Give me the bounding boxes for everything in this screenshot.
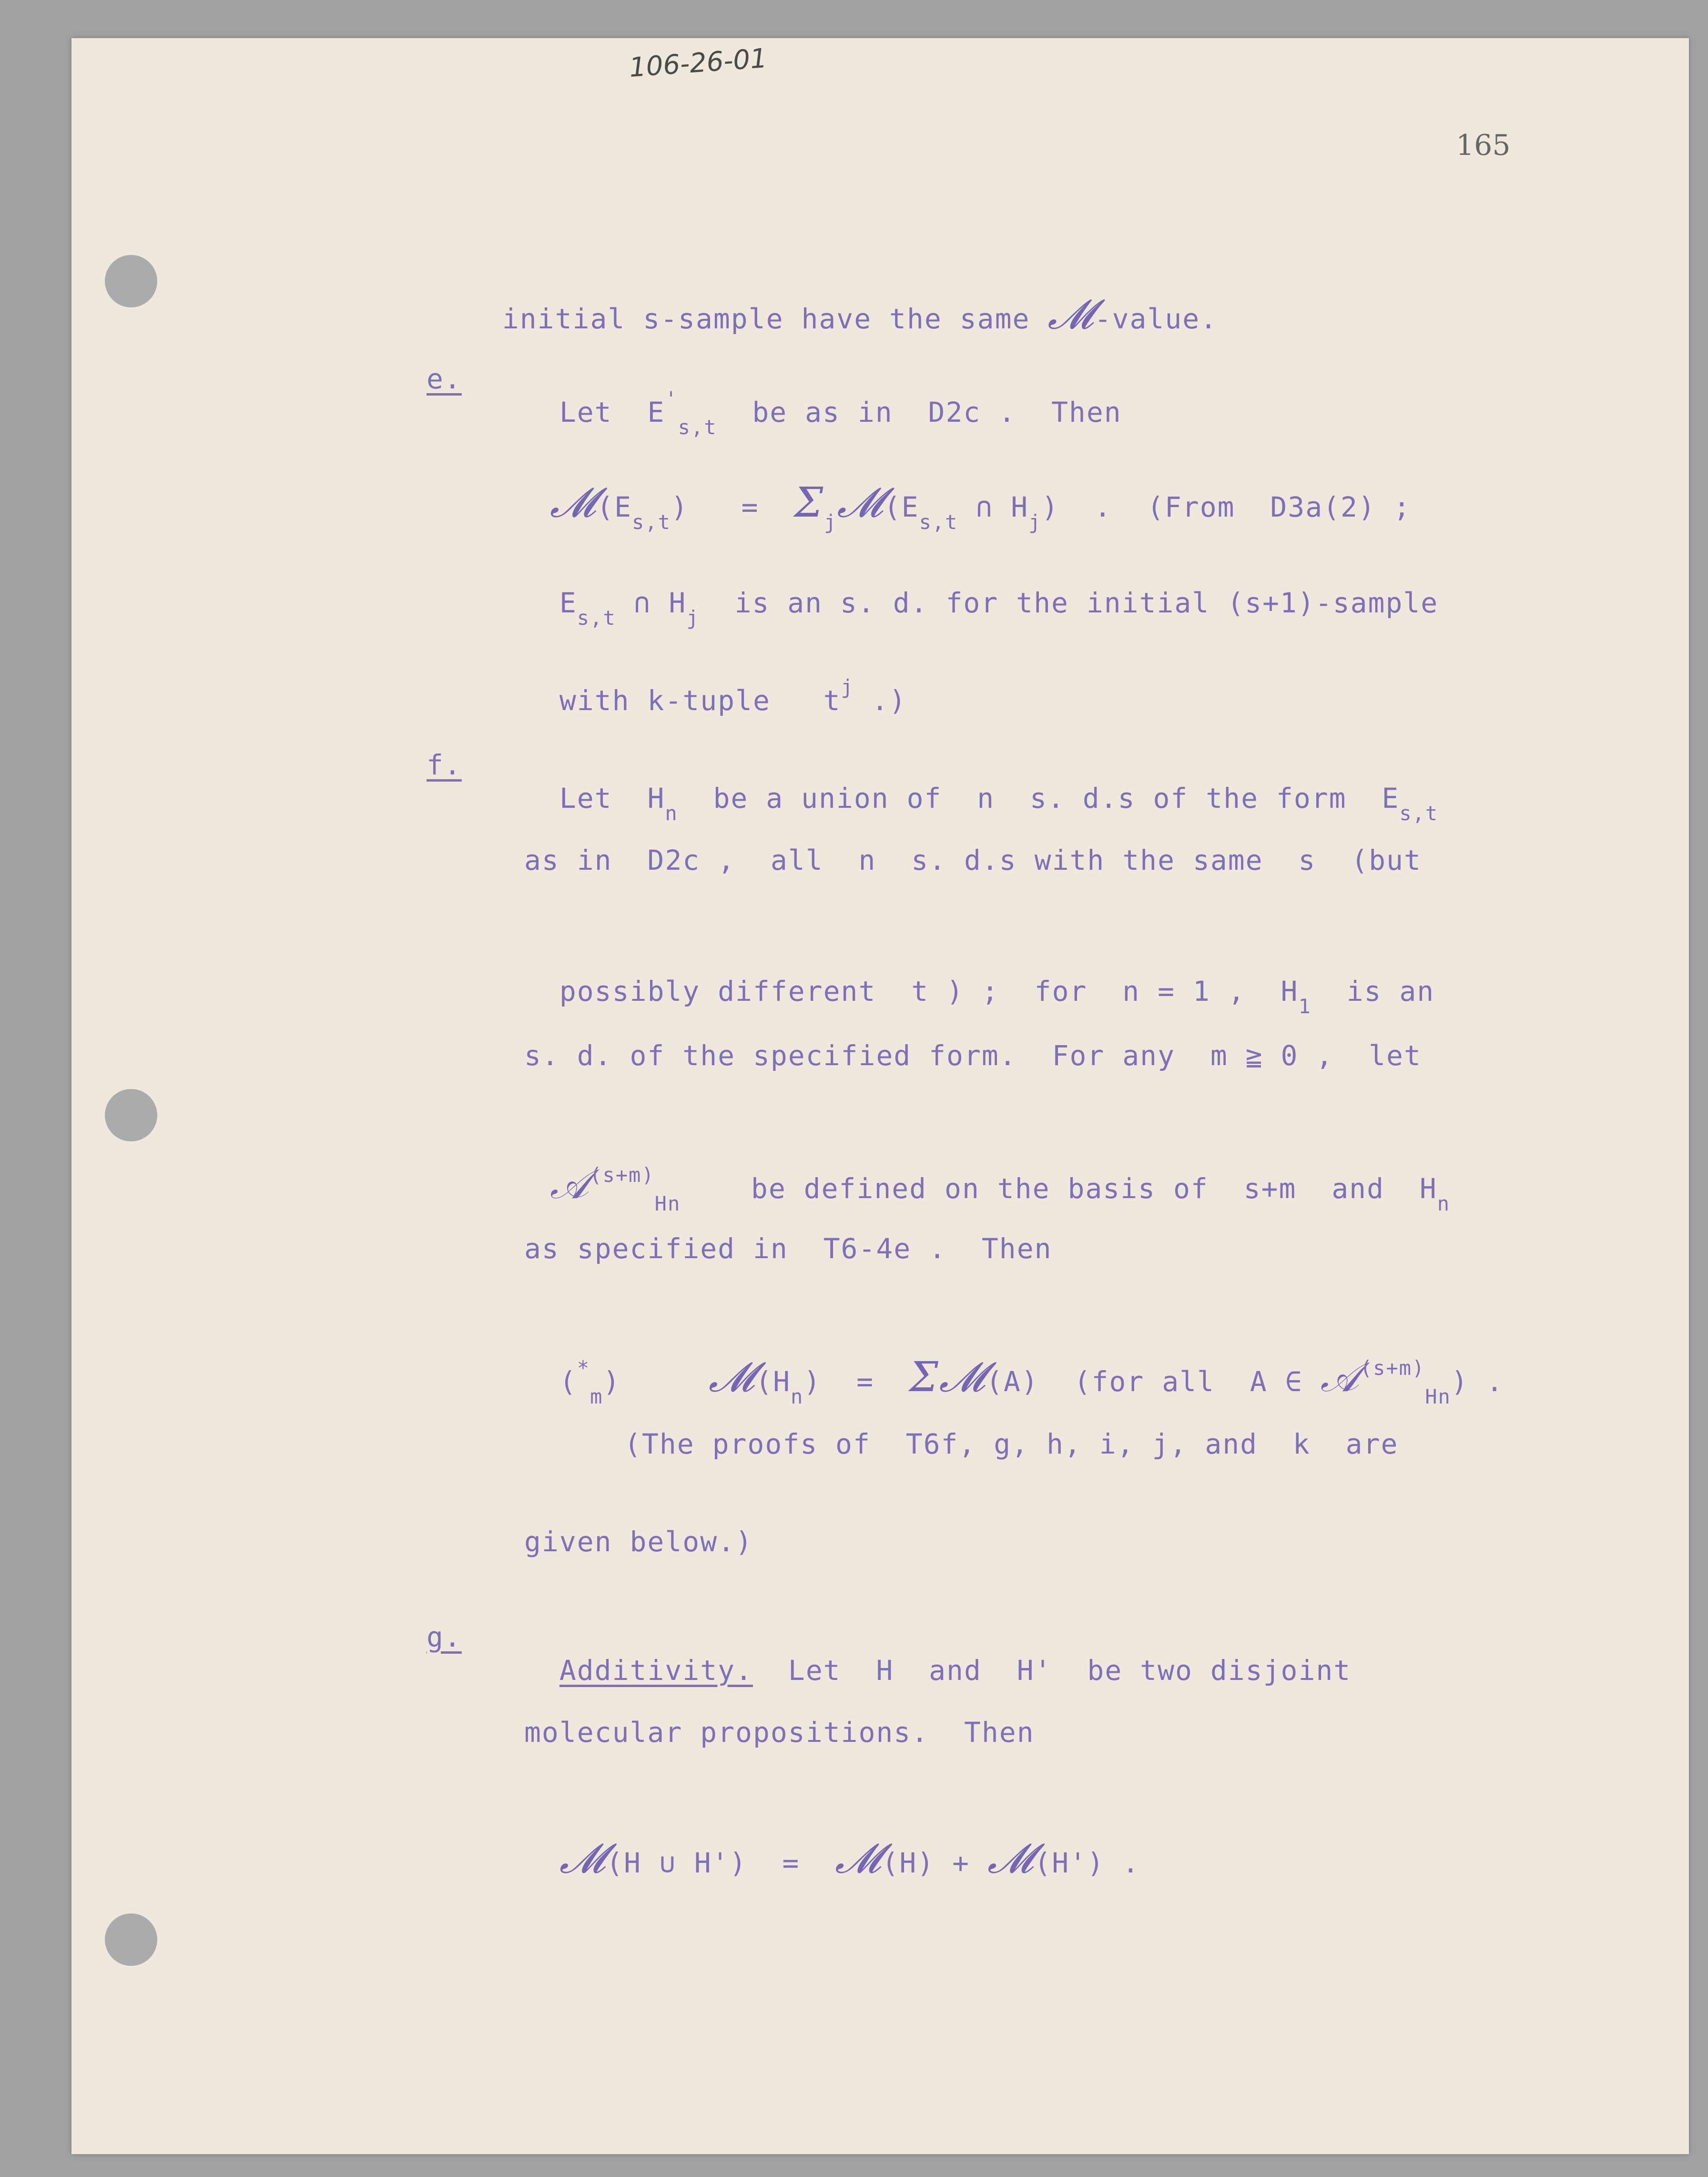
- e-text: ∩ H: [616, 587, 687, 619]
- f-subscript: Hn: [1425, 1385, 1451, 1408]
- f-line-6: as specified in T6-4e . Then: [524, 1232, 1052, 1265]
- f-subscript: n: [1437, 1192, 1451, 1215]
- g-line-3: [524, 1809, 1140, 1880]
- e-line-4: [524, 651, 907, 720]
- e-line-3: [524, 553, 1439, 630]
- page-number: 165: [1456, 129, 1511, 162]
- e-subscript: j: [686, 606, 700, 630]
- g-text: Let H and H' be two disjoint: [752, 1654, 1352, 1687]
- e-text: with k-tuple t: [559, 684, 841, 717]
- f-superscript: (s+m): [1360, 1356, 1425, 1380]
- e-line-1: [524, 362, 1122, 439]
- sigma-symbol: Σ: [909, 1353, 939, 1401]
- e-text: Let E: [559, 396, 665, 428]
- e-subscript: j: [1028, 510, 1042, 534]
- item-label-g: g.: [427, 1621, 462, 1653]
- punch-hole-top: [105, 255, 157, 307]
- f-text: be a union of n s. d.s of the form E: [678, 782, 1400, 814]
- script-a-symbol: 𝒜: [549, 1160, 590, 1208]
- sigma-symbol: Σ: [794, 479, 824, 527]
- f-text: (: [559, 1365, 577, 1398]
- f-line-2: as in D2c , all n s. d.s with the same s (but: [524, 844, 1422, 876]
- g-text: (H ∪ H') =: [606, 1847, 835, 1879]
- e-text: .): [854, 684, 907, 717]
- punch-hole-middle: [105, 1089, 157, 1141]
- e-subscript: s,t: [678, 416, 717, 439]
- f-line-4: s. d. of the specified form. For any m ≧ 0 , let: [524, 1039, 1422, 1072]
- m-function-symbol: 𝓜: [559, 1835, 607, 1882]
- f-subscript: n: [791, 1385, 804, 1408]
- f-superscript: (s+m): [590, 1163, 655, 1187]
- e-subscript: s,t: [632, 510, 671, 534]
- m-function-symbol: 𝓜: [708, 1353, 756, 1401]
- f-text: Let H: [559, 782, 665, 814]
- f-subscript: n: [665, 802, 678, 825]
- f-subscript: s,t: [1399, 802, 1439, 825]
- e-subscript: s,t: [919, 510, 958, 534]
- e-text: (E: [597, 491, 632, 523]
- script-a-symbol: 𝒜: [1320, 1353, 1360, 1401]
- m-function-symbol: 𝓜: [835, 1835, 882, 1882]
- e-text: ) . (From D3a(2) ;: [1041, 491, 1411, 523]
- e-text: is an s. d. for the initial (s+1)-sample: [699, 587, 1439, 619]
- m-function-symbol: 𝓜: [987, 1835, 1035, 1882]
- f-line-1: [524, 748, 1439, 825]
- f-line-3: [524, 941, 1435, 1018]
- f-text: is an: [1311, 975, 1435, 1007]
- f-subscript: m: [590, 1385, 603, 1408]
- e-subscript: s,t: [577, 606, 616, 630]
- f-text: be defined on the basis of s+m and H: [681, 1172, 1437, 1205]
- f-text: ) .: [1451, 1365, 1504, 1398]
- e-prime: ': [665, 387, 678, 410]
- m-function-symbol: 𝓜: [1047, 291, 1095, 338]
- g-heading: Additivity.: [559, 1654, 753, 1687]
- g-text: (H) +: [882, 1847, 987, 1879]
- m-function-symbol: 𝓜: [939, 1353, 986, 1401]
- item-label-f: f.: [427, 749, 462, 781]
- m-function-symbol: 𝓜: [837, 479, 884, 527]
- e-line-2: [515, 453, 1411, 534]
- f-text: (A) (for all A ∈: [986, 1365, 1321, 1398]
- f-star: *: [577, 1356, 590, 1380]
- item-label-e: e.: [427, 363, 462, 395]
- e-text: be as in D2c . Then: [717, 396, 1122, 428]
- e-text: (E: [884, 491, 919, 523]
- g-line-2: molecular propositions. Then: [524, 1716, 1035, 1749]
- f-text: ) =: [803, 1365, 909, 1398]
- punch-hole-bottom: [105, 1913, 157, 1966]
- sigma-index: j: [824, 510, 837, 534]
- f-text: (H: [755, 1365, 791, 1398]
- intro-line: [467, 264, 1218, 336]
- f-text: possibly different t ) ; for n = 1 , H: [559, 975, 1299, 1007]
- f-subscript: H: [654, 1192, 668, 1215]
- intro-text: initial s-sample have the same: [502, 303, 1048, 335]
- e-text: E: [559, 587, 577, 619]
- intro-text-end: -value.: [1094, 303, 1218, 335]
- e-text: ∩ H: [958, 491, 1029, 523]
- f-line-7: [524, 1327, 1504, 1408]
- f-text: ): [603, 1365, 709, 1398]
- f-subscript: n: [667, 1192, 681, 1215]
- f-subscript: 1: [1298, 995, 1312, 1018]
- e-text: ) =: [671, 491, 794, 523]
- g-line-1: [524, 1620, 1351, 1687]
- pencil-catalog-number: 106-26-01: [628, 42, 768, 84]
- m-function-symbol: 𝓜: [549, 479, 597, 527]
- f-line-8: (The proofs of T6f, g, h, i, j, and k are: [624, 1428, 1399, 1460]
- f-line-5: [515, 1134, 1451, 1215]
- e-superscript: j: [841, 675, 854, 699]
- f-line-9: given below.): [524, 1526, 753, 1558]
- g-text: (H') .: [1034, 1847, 1140, 1879]
